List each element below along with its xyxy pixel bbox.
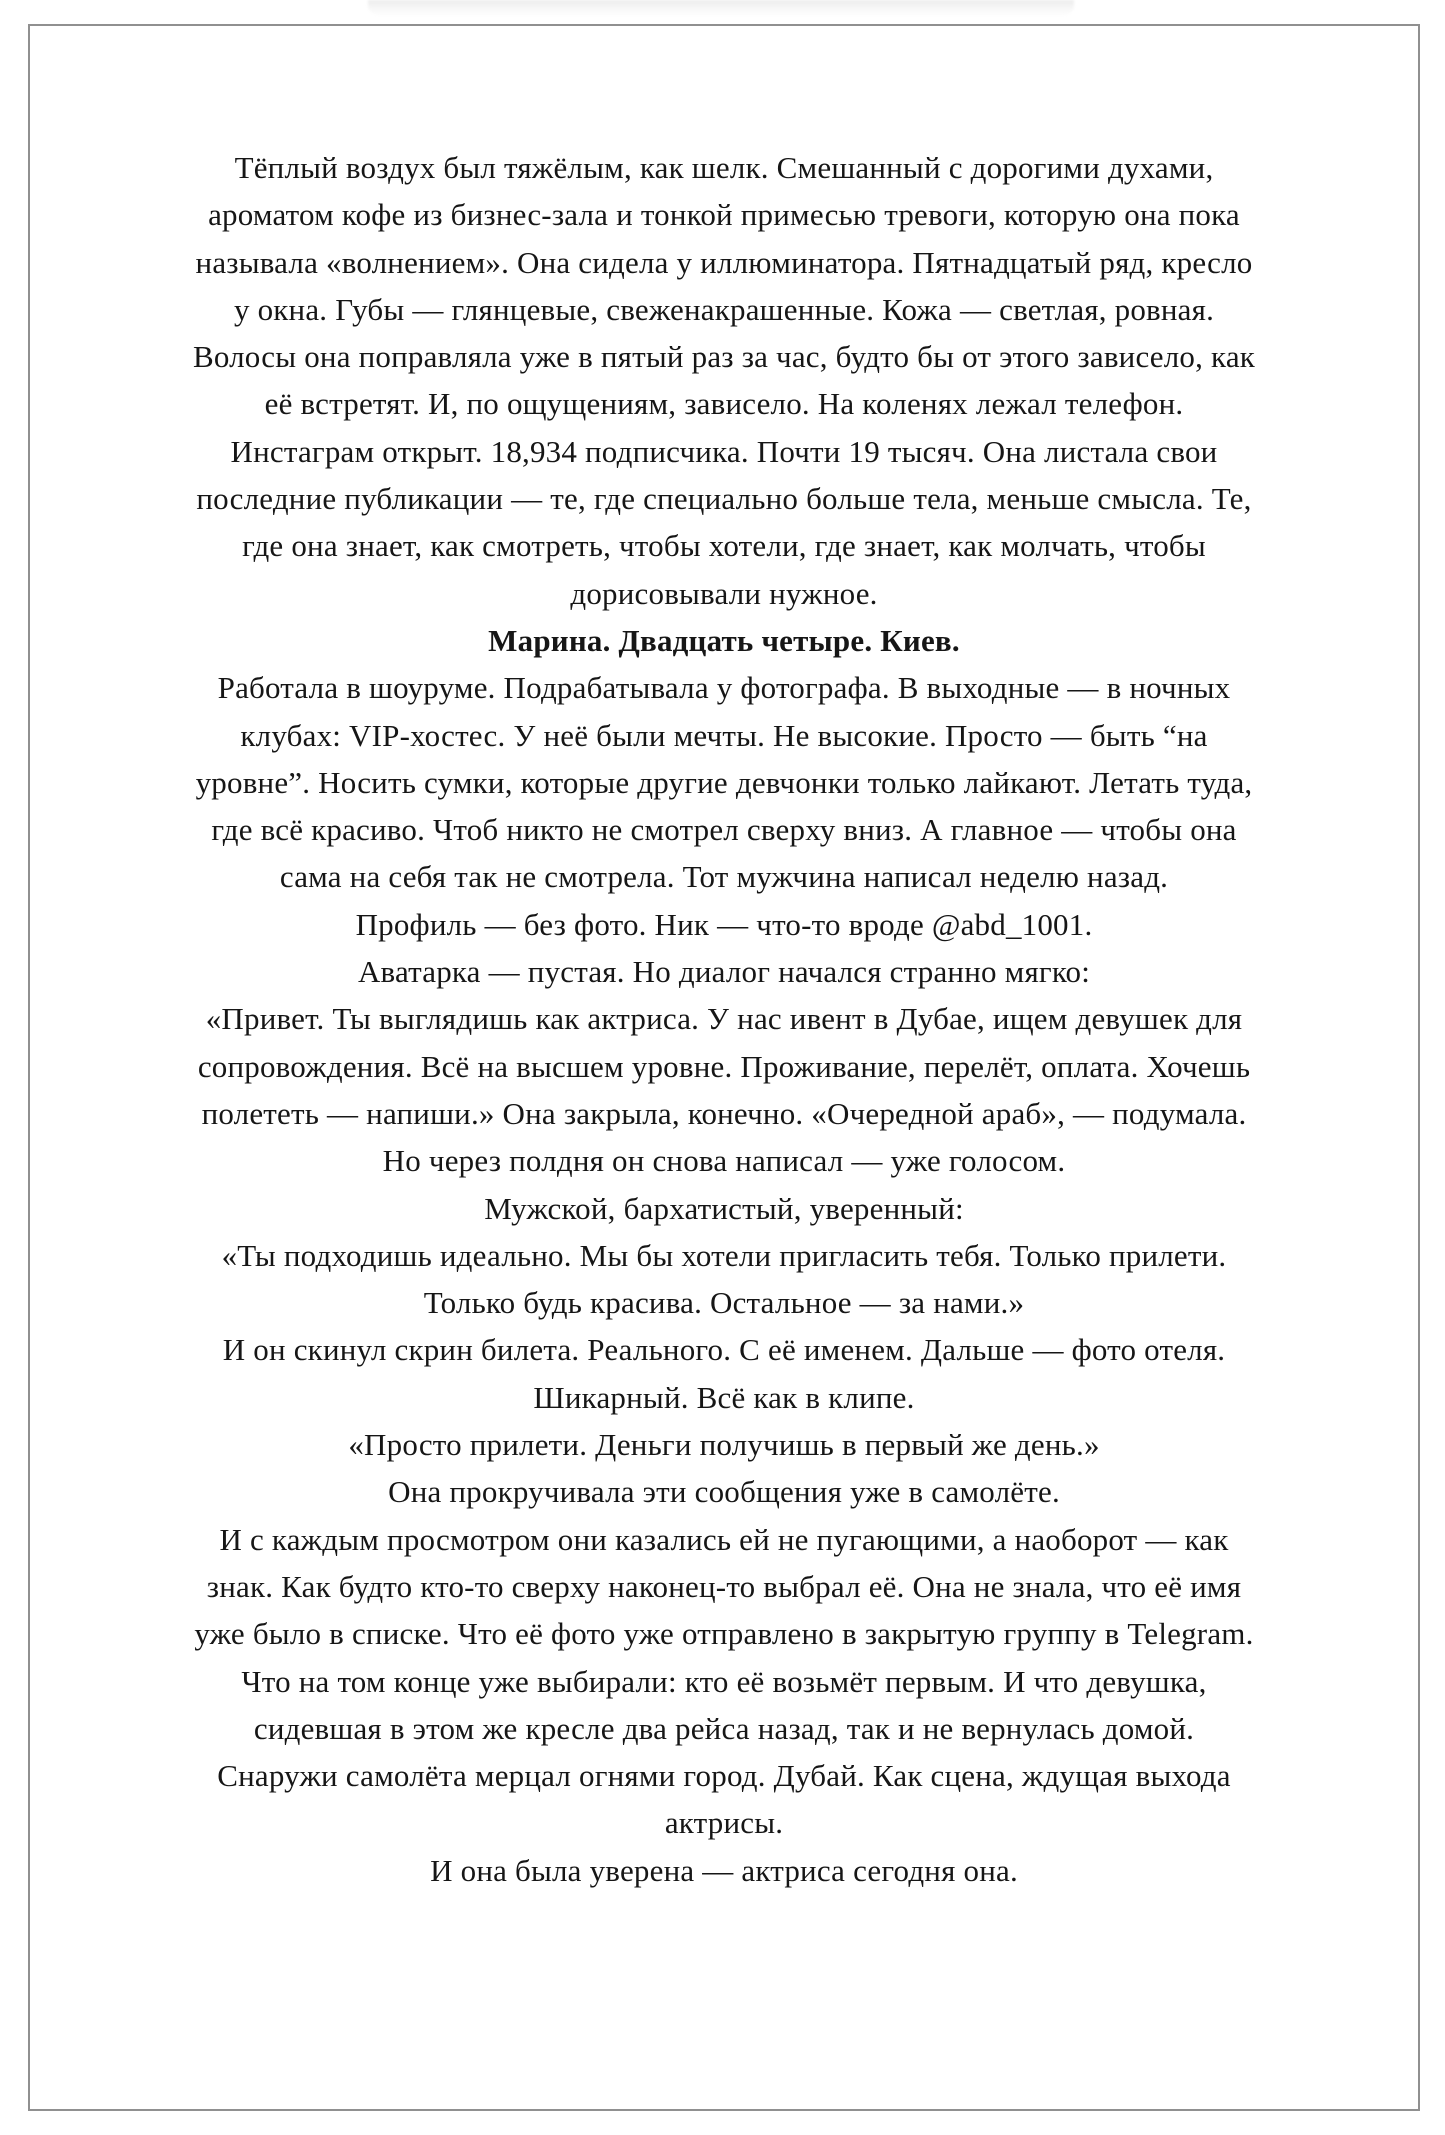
text-line: «Просто прилети. Деньги получишь в первый же день.» [348,1427,1100,1463]
text-line: называла «волнением». Она сидела у иллюминатора. Пятнадцатый ряд, кресло [195,244,1253,280]
text-line: Работала в шоуруме. Подрабатывала у фотографа. В выходные — в ночных [217,670,1231,706]
text-line: знак. Как будто кто-то сверху наконец-то выбрал её. Она не знала, что её имя [206,1568,1242,1604]
text-line: Волосы она поправляла уже в пятый раз за час, будто бы от этого зависело, как [192,339,1256,375]
previous-page-edge [368,0,1074,15]
text-line: клубах: VIP-хостес. У неё были мечты. Не высокие. Просто — быть “на [240,717,1208,753]
text-line: сидевшая в этом же кресле два рейса назад, так и не вернулась домой. [253,1710,1195,1746]
text-line: Снаружи самолёта мерцал огнями город. Дубай. Как сцена, ждущая выхода [217,1758,1231,1794]
text-line: Инстаграм открыт. 18,934 подписчика. Почти 19 тысяч. Она листала свои [230,433,1218,469]
text-line: где она знает, как смотреть, чтобы хотели, где знает, как молчать, чтобы [242,528,1206,564]
text-line: Но через полдня он снова написал — уже голосом. [382,1143,1066,1179]
text-line: Она прокручивала эти сообщения уже в самолёте. [388,1474,1060,1510]
text-line: «Ты подходишь идеально. Мы бы хотели пригласить тебя. Только прилети. [221,1237,1227,1273]
text-line: дорисовывали нужное. [570,575,878,611]
text-line: ароматом кофе из бизнес-зала и тонкой примесью тревоги, которую она пока [208,197,1240,233]
text-line: Что на том конце уже выбирали: кто её возьмёт первым. И что девушка, [241,1663,1207,1699]
text-line: И она была уверена — актриса сегодня она. [430,1852,1018,1888]
character-intro-line: Марина. Двадцать четыре. Киев. [488,622,960,658]
text-line: где всё красиво. Чтоб никто не смотрел сверху вниз. А главное — чтобы она [211,812,1237,848]
text-line: уровне”. Носить сумки, которые другие девчонки только лайкают. Летать туда, [195,764,1253,800]
text-line: последние публикации — те, где специально больше тела, меньше смысла. Те, [196,481,1252,517]
text-line: И с каждым просмотром они казались ей не пугающими, а наоборот — как [219,1521,1229,1557]
text-line: Мужской, бархатистый, уверенный: [484,1190,964,1226]
text-line: полететь — напиши.» Она закрыла, конечно. «Очередной араб», — подумала. [201,1095,1247,1131]
text-line: сопровождения. Всё на высшем уровне. Проживание, перелёт, оплата. Хочешь [197,1048,1251,1084]
text-line: Шикарный. Всё как в клипе. [533,1379,915,1415]
text-line: И он скинул скрин билета. Реального. С её именем. Дальше — фото отеля. [222,1332,1226,1368]
text-line: уже было в списке. Что её фото уже отправлено в закрытую группу в Telegram. [194,1616,1254,1652]
text-line: актрисы. [664,1805,784,1841]
text-line: «Привет. Ты выглядишь как актриса. У нас ивент в Дубае, ищем девушек для [205,1001,1243,1037]
text-line: Тёплый воздух был тяжёлым, как шелк. Смешанный с дорогими духами, [234,150,1214,185]
text-line: Аватарка — пустая. Но диалог начался странно мягко: [357,954,1091,990]
text-line: сама на себя так не смотрела. Тот мужчина написал неделю назад. [279,859,1169,895]
text-line: Профиль — без фото. Ник — что-то вроде @abd_1001. [355,906,1093,942]
text-line: Только будь красива. Остальное — за нами.» [423,1285,1025,1321]
text-line: у окна. Губы — глянцевые, свеженакрашенные. Кожа — светлая, ровная. [233,291,1215,327]
document-page [28,24,1420,2111]
page-text-block [30,26,1418,1894]
text-line: её встретят. И, по ощущениям, зависело. На коленях лежал телефон. [264,386,1184,422]
